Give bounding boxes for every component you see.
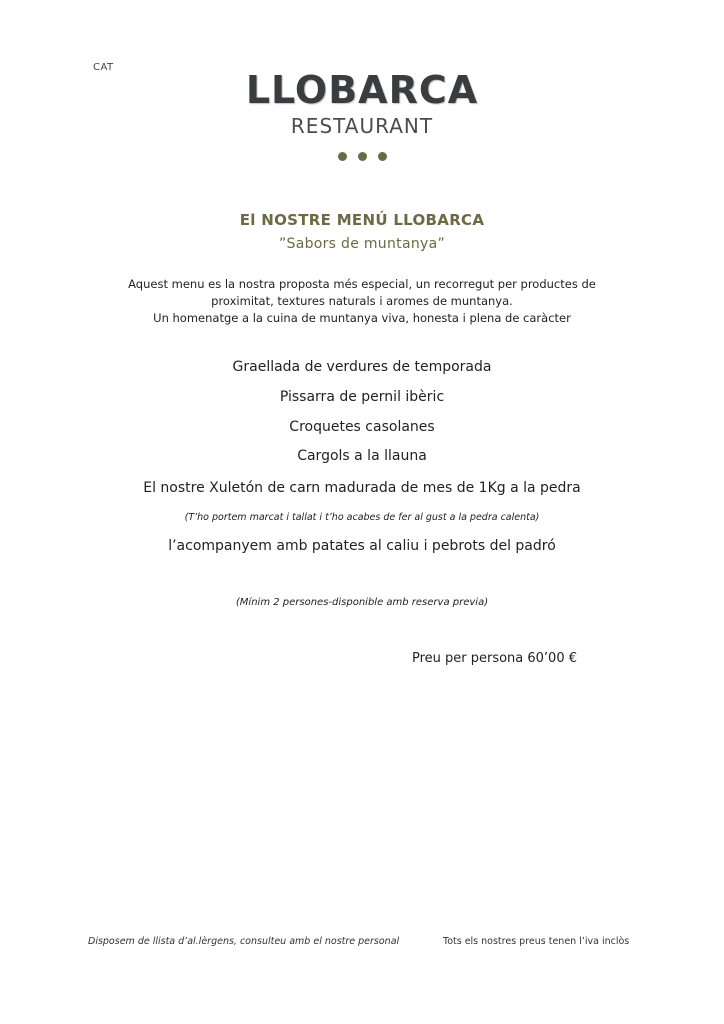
decorative-dots xyxy=(0,152,724,161)
menu-tagline: ”Sabors de muntanya” xyxy=(278,236,446,252)
description-line: proximitat, textures naturals i aromes de muntanya. xyxy=(211,294,513,308)
menu-item: Pissarra de pernil ibèric xyxy=(279,389,445,405)
menu-item: Graellada de verdures de temporada xyxy=(232,359,492,375)
dot-icon xyxy=(358,152,367,161)
menu-description xyxy=(0,276,724,327)
dot-icon xyxy=(378,152,387,161)
menu-item: Cargols a la llauna xyxy=(297,448,427,464)
menu-price: Preu per persona 60’00 € xyxy=(411,651,577,666)
restaurant-name: LLOBARCA xyxy=(245,68,479,112)
item-note: (T’ho portem marcat i tallat i t’ho acabes de fer al gust a la pedra calenta) xyxy=(184,512,540,523)
menu-side: l’acompanyem amb patates al caliu i pebrots del padró xyxy=(168,538,556,554)
dot-icon xyxy=(338,152,347,161)
restaurant-subtitle: RESTAURANT xyxy=(290,114,434,138)
menu-item: Croquetes casolanes xyxy=(289,419,435,435)
menu-item: El nostre Xuletón de carn madurada de mes de 1Kg a la pedra xyxy=(143,480,581,496)
vat-notice: Tots els nostres preus tenen l’iva inclòs xyxy=(443,936,630,947)
language-label: CAT xyxy=(93,62,114,73)
description-line: Un homenatge a la cuina de muntanya viva, honesta i plena de caràcter xyxy=(153,311,571,325)
allergens-notice: Disposem de llista d’al.lèrgens, consulteu amb el nostre personal xyxy=(88,936,400,947)
description-line: Aquest menu es la nostra proposta més especial, un recorregut per productes de xyxy=(128,277,596,291)
menu-title: El NOSTRE MENÚ LLOBARCA xyxy=(239,211,485,229)
menu-condition: (Mínim 2 persones-disponible amb reserva previa) xyxy=(235,597,489,608)
